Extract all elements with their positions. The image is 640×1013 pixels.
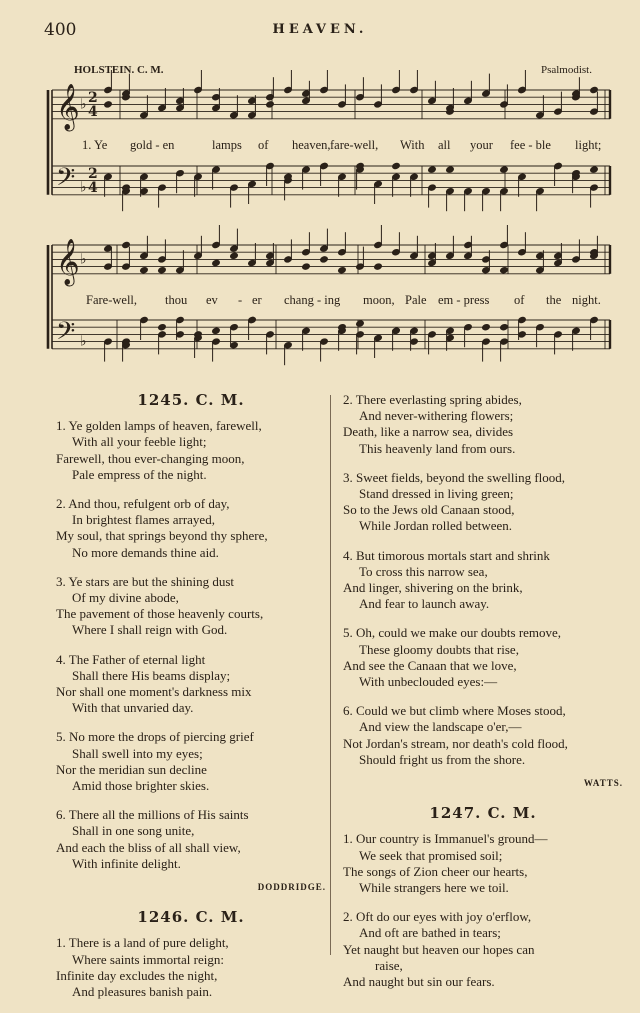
stanza-line: Pale empress of the night.	[72, 466, 207, 482]
stanza	[343, 548, 623, 613]
treble-clef-icon: 𝄞	[56, 239, 80, 285]
hymn-1246-stanzas-right	[343, 392, 623, 768]
tune-name: HOLSTEIN. C. M.	[74, 64, 164, 76]
note-head	[482, 324, 491, 331]
lyric-syllable: -	[238, 293, 243, 307]
note-head	[500, 324, 509, 331]
lyric-syllable: light;	[575, 138, 602, 152]
lyric-syllable: heaven,	[292, 138, 331, 152]
stanza-line: Where I shall reign with God.	[72, 622, 228, 638]
stanza-line: Should fright us from the shore.	[359, 751, 526, 767]
bass-clef-icon: 𝄢	[56, 317, 76, 352]
stanza-line: Death, like a narrow sea, divides	[343, 424, 514, 440]
page-number: 400	[44, 20, 77, 40]
stanza-line: 2. And thou, refulgent orb of day,	[56, 496, 230, 512]
stanza-line: 2. Oft do our eyes with joy o'erflow,	[343, 909, 532, 925]
stanza-line: Where saints immortal reign:	[72, 951, 224, 967]
tune-source: Psalmodist.	[540, 64, 592, 76]
stanza-line: Nor shall one moment's darkness mix	[56, 684, 252, 700]
note-head	[266, 101, 275, 108]
time-signature: 2	[88, 166, 98, 182]
stanza-line: 1. There is a land of pure delight,	[56, 935, 229, 951]
stanza-line: 1. Our country is Immanuel's ground—	[343, 831, 548, 847]
stanza-line: And pleasures banish pain.	[72, 984, 213, 1000]
time-signature: 4	[88, 180, 98, 196]
stanza-line: And never-withering flowers;	[359, 408, 514, 424]
bass-clef-icon: 𝄢	[56, 163, 76, 198]
stanza-line: With infinite delight.	[72, 855, 181, 871]
stanza	[343, 909, 623, 990]
lyric-syllable: night.	[572, 293, 601, 307]
time-signature: 4	[88, 104, 98, 120]
stanza-line: 5. No more the drops of piercing grief	[56, 729, 254, 745]
stanza-line: And view the landscape o'er,—	[359, 719, 522, 735]
lyric-syllable: fee - ble	[510, 138, 551, 152]
note-head	[356, 320, 365, 327]
stanza-line: My soul, that springs beyond thy sphere,	[56, 528, 268, 544]
stanza-line: While strangers here we toil.	[359, 880, 509, 896]
stanza-line: No more demands thine aid.	[72, 544, 219, 560]
running-head: HEAVEN.	[272, 22, 368, 37]
lyric-syllable: 1. Ye	[82, 138, 108, 152]
note-head	[320, 162, 329, 169]
lyric-syllable: the	[546, 293, 562, 307]
stanza-line: This heavenly land from ours.	[359, 440, 516, 456]
stanza	[343, 831, 623, 896]
stanza-line: Shall swell into my eyes;	[72, 745, 203, 761]
stanza-line: Shall there His beams display;	[72, 667, 231, 683]
note-head	[104, 101, 113, 108]
stanza-line: Yet naught but heaven our hopes can	[343, 941, 535, 957]
stanza-line: And oft are bathed in tears;	[359, 925, 501, 941]
note-head	[338, 267, 347, 274]
stanza-line: Nor the meridian sun decline	[56, 761, 207, 777]
note-head	[518, 86, 527, 93]
stanza-line: We seek that promised soil;	[359, 847, 503, 863]
note-head	[446, 166, 455, 173]
lyric-syllable: With	[400, 138, 425, 152]
stanza-line: These gloomy doubts that rise,	[359, 641, 519, 657]
note-head	[212, 327, 221, 334]
stanza-line: 5. Oh, could we make our doubts remove,	[343, 625, 562, 641]
stanza	[343, 625, 623, 690]
stanza-line: The songs of Zion cheer our hearts,	[343, 863, 528, 879]
note-head	[428, 166, 437, 173]
note-head	[230, 252, 239, 259]
stanza-line: 2. There everlasting spring abides,	[343, 392, 522, 407]
stanza-line: And linger, shivering on the brink,	[343, 580, 523, 596]
lyric-syllable: ev	[206, 293, 218, 307]
flat-icon: ♭	[80, 96, 87, 113]
hymn-1246-title: 1246. C. M.	[137, 908, 245, 927]
stanza-line: And fear to launch away.	[359, 596, 490, 612]
stanza-line: Amid those brighter skies.	[72, 778, 210, 794]
stanza	[56, 652, 326, 717]
stanza	[56, 729, 326, 794]
stanza-line: Of my divine abode,	[72, 590, 179, 606]
stanza	[343, 470, 623, 535]
note-head	[554, 162, 563, 169]
stanza	[343, 392, 623, 457]
stanza-line: So to the Jews old Canaan stood,	[343, 502, 515, 518]
hymn-1245-stanzas	[56, 418, 326, 872]
stanza-line: The pavement of those heavenly courts,	[56, 606, 264, 622]
stanza-line: 3. Sweet fields, beyond the swelling flood,	[343, 469, 566, 485]
stanza-line: And each the bliss of all shall view,	[56, 839, 241, 855]
stanza-line: 6. There all the millions of His saints	[56, 807, 249, 823]
lyric-syllable: gold - en	[130, 138, 175, 152]
note-head	[374, 263, 383, 270]
stanza-line: While Jordan rolled between.	[359, 518, 513, 534]
note-head	[392, 327, 401, 334]
note-head	[302, 263, 311, 270]
lyric-syllable: fare-well,	[330, 138, 379, 152]
stanza-line: Infinite day excludes the night,	[56, 967, 218, 983]
hymn-1247-title: 1247. C. M.	[429, 804, 537, 823]
stanza-line: Stand dressed in living green;	[359, 486, 514, 502]
stanza-line: 6. Could we but climb where Moses stood,	[343, 703, 566, 719]
lyric-syllable: Fare-well,	[86, 293, 138, 307]
stanza	[56, 496, 326, 561]
lyric-syllable: your	[470, 138, 493, 152]
left-column	[56, 392, 326, 1013]
note-head	[158, 324, 167, 331]
stanza-line: 4. But timorous mortals start and shrink	[343, 547, 550, 563]
stanza-line: 1. Ye golden lamps of heaven, farewell,	[56, 418, 262, 434]
stanza-line: And see the Canaan that we love,	[343, 657, 517, 673]
stanza-line: 4. The Father of eternal light	[56, 651, 206, 667]
stanza-line: With unbeclouded eyes:—	[359, 674, 498, 690]
lyric-syllable: of	[514, 293, 525, 307]
stanza-line: Farewell, thou ever-changing moon,	[56, 450, 245, 466]
lyric-syllable: Pale	[405, 293, 427, 307]
lyric-syllable: chang - ing	[284, 293, 341, 307]
note-head	[212, 259, 221, 266]
lyrics-line-1	[0, 138, 640, 154]
lyrics-line-2	[0, 293, 640, 309]
hymn-1247-stanzas	[343, 831, 623, 990]
stanza-line: Not Jordan's stream, nor death's cold flood,	[343, 735, 568, 751]
note-head	[320, 256, 329, 263]
stanza-line: And naught but sin our fears.	[343, 974, 495, 990]
lyric-syllable: lamps	[212, 138, 242, 152]
treble-clef-icon: 𝄞	[56, 84, 80, 130]
lyric-syllable: em - press	[438, 293, 490, 307]
note-head	[230, 112, 239, 119]
stanza	[56, 807, 326, 872]
right-column	[343, 392, 623, 1003]
column-divider	[330, 395, 331, 955]
stanza-line: In brightest flames arrayed,	[72, 512, 215, 528]
time-signature: 2	[88, 90, 98, 106]
stanza-line: To cross this narrow sea,	[359, 563, 488, 579]
stanza-line: 3. Ye stars are but the shining dust	[56, 573, 235, 589]
stanza-line: With all your feeble light;	[72, 434, 207, 450]
lyric-syllable: all	[438, 138, 451, 152]
stanza-line: With that unvaried day.	[72, 700, 194, 716]
hymn-1246-author: WATTS.	[583, 778, 623, 789]
flat-icon: ♭	[80, 251, 87, 268]
hymn-1245-title: 1245. C. M.	[137, 391, 245, 409]
flat-icon: ♭	[80, 333, 87, 350]
lyric-syllable: er	[252, 293, 262, 307]
stanza	[56, 574, 326, 639]
hymn-1245-author: DODDRIDGE.	[257, 882, 326, 893]
lyric-syllable: thou	[165, 293, 188, 307]
lyric-syllable: moon,	[363, 293, 395, 307]
note-head	[500, 166, 509, 173]
note-head	[500, 267, 509, 274]
note-head	[590, 166, 599, 173]
stanza	[343, 703, 623, 768]
stanza	[56, 418, 326, 483]
music-score	[0, 0, 640, 380]
lyric-syllable: of	[258, 138, 269, 152]
note-head	[158, 267, 167, 274]
note-head	[392, 162, 401, 169]
note-head	[140, 267, 149, 274]
note-head	[248, 316, 257, 323]
stanza-line: raise,	[375, 957, 403, 973]
stanza	[56, 935, 326, 1000]
stanza-line: Shall in one song unite,	[72, 823, 195, 839]
flat-icon: ♭	[80, 179, 87, 196]
hymn-1246-stanzas-left	[56, 935, 326, 1000]
